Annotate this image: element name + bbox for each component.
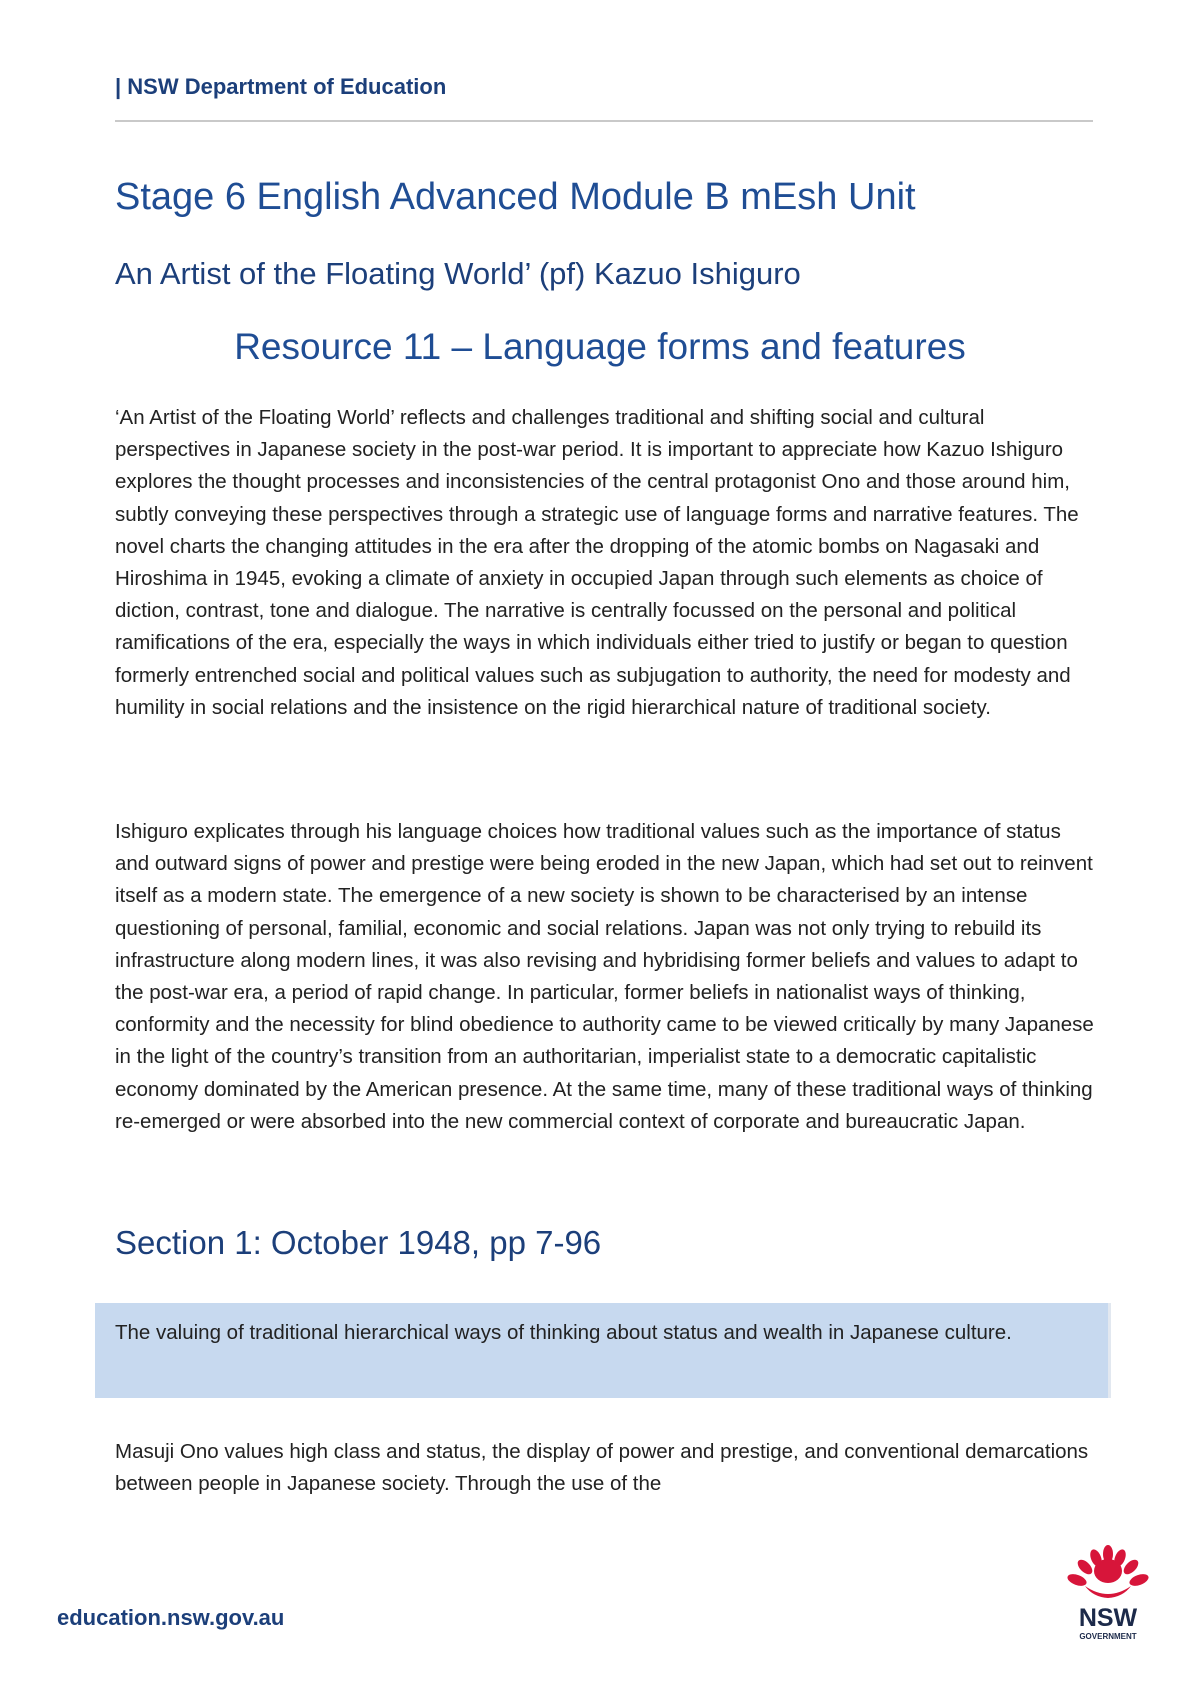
page-title: Stage 6 English Advanced Module B mEsh Unit: [115, 176, 916, 218]
nsw-government-logo: [1063, 1542, 1153, 1647]
logo-government-text: GOVERNMENT: [1079, 1632, 1137, 1641]
intro-paragraph-2: Ishiguro explicates through his language choices how traditional values such as the importance of status and outward signs of power and prestige were being eroded in the new Japan, which had set out to reinvent itself as a modern state. The emergence of a new society is shown to be characterised by an intense questioning of personal, familial, economic and social relations. Japan was not only trying to rebuild its infrastructure along modern lines, it was also revising and hybridising former beliefs and values to adapt to the post-war era, a period of rapid change. In particular, former beliefs in nationalist ways of thinking, conformity and the necessity for blind obedience to authority came to be viewed critically by many Japanese in the light of the country’s transition from an authoritarian, imperialist state to a democratic capitalistic economy dominated by the American presence. At the same time, many of these traditional ways of thinking re-emerged or were absorbed into the new commercial context of corporate and bureaucratic Japan.: [115, 820, 1094, 1133]
intro-paragraph-1: ‘An Artist of the Floating World’ reflects and challenges traditional and shifting social and cultural perspectives in Japanese society in the post-war period. It is important to appreciate how Kazuo Ishiguro explores the thought processes and inconsistencies of the central protagonist Ono and those around him, subtly conveying these perspectives through a strategic use of language forms and narrative features. The novel charts the changing attitudes in the era after the dropping of the atomic bombs on Nagasaki and Hiroshima in 1945, evoking a climate of anxiety in occupied Japan through such elements as choice of diction, contrast, tone and dialogue. The narrative is centrally focussed on the personal and political ramifications of the era, especially the ways in which individuals either tried to justify or began to question formerly entrenched social and political values such as subjugation to authority, the need for modesty and humility in social relations and the insistence on the rigid hierarchical nature of traditional society.: [115, 406, 1079, 719]
callout-text: The valuing of traditional hierarchical ways of thinking about status and wealth in Japanese culture.: [115, 1321, 1012, 1344]
resource-title: Resource 11 – Language forms and features: [234, 326, 966, 367]
section-heading: Section 1: October 1948, pp 7-96: [115, 1224, 602, 1261]
page-subtitle: An Artist of the Floating World’ (pf) Kazuo Ishiguro: [115, 256, 801, 291]
footer-url: education.nsw.gov.au: [57, 1605, 285, 1630]
department-header: | NSW Department of Education: [115, 74, 447, 99]
header-divider: [115, 120, 1093, 122]
highlight-callout-box: [95, 1303, 1111, 1398]
logo-nsw-text: NSW: [1078, 1604, 1138, 1632]
body-paragraph-3: Masuji Ono values high class and status, the display of power and prestige, and conventional demarcations between people in Japanese society. Through the use of the: [115, 1440, 1089, 1496]
waratah-flower-icon: [1066, 1545, 1150, 1598]
